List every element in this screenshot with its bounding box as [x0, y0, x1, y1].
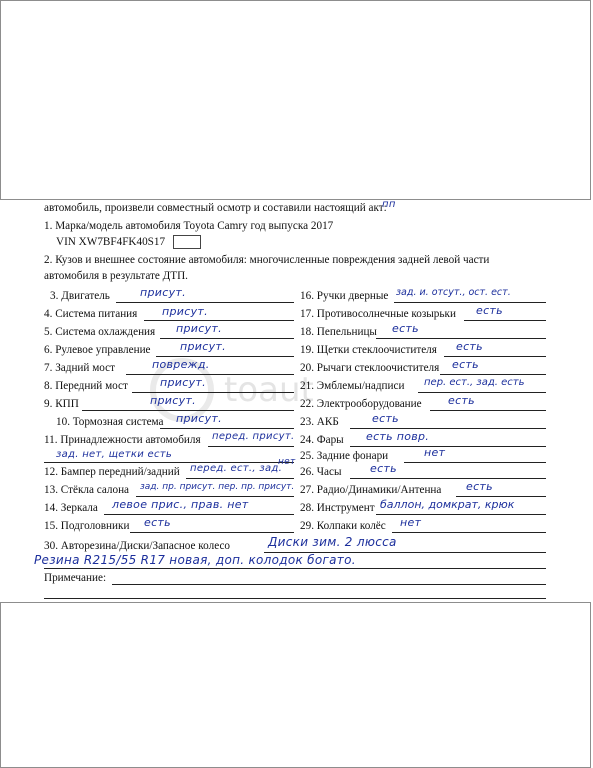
item-4-value: присут. — [162, 305, 208, 318]
item-5-line — [160, 338, 294, 339]
item-6-label: 6. Рулевое управление — [44, 344, 151, 356]
item-29-value: нет — [400, 516, 422, 529]
item-12-line — [186, 478, 294, 479]
item-10-label: 10. Тормозная система — [56, 416, 164, 428]
scanned-document-page — [0, 200, 593, 602]
item-21-label: 21. Эмблемы/надписи — [300, 380, 405, 392]
item-28-line — [376, 514, 546, 515]
item-16-label: 16. Ручки дверные — [300, 290, 389, 302]
item-22-line — [430, 410, 546, 411]
item-8-value: присут. — [160, 376, 206, 389]
item-23-label: 23. АКБ — [300, 416, 339, 428]
item-13-label: 13. Стёкла салона — [44, 484, 130, 496]
item-17-label: 17. Противосолнечные козырьки — [300, 308, 456, 320]
item-20-value: есть — [452, 358, 479, 371]
item-12-value: перед. ест., зад. — [190, 463, 283, 474]
item-29-line — [392, 532, 546, 533]
note-line-2 — [44, 598, 546, 599]
item-18-label: 18. Пепельницы — [300, 326, 377, 338]
item-14-value: левое прис., прав. нет — [112, 498, 249, 511]
item-13-value: зад. пр. присут. пер. пр. присут. — [140, 482, 295, 492]
item-23-value: есть — [372, 412, 399, 425]
item-11-continuation: зад. нет, щетки есть — [56, 449, 173, 460]
item-20-line — [440, 374, 546, 375]
item-27-value: есть — [466, 480, 493, 493]
item-15-value: есть — [144, 516, 171, 529]
item-14-line — [104, 514, 294, 515]
item-16-line — [394, 302, 546, 303]
item-6-value: присут. — [180, 340, 226, 353]
item-19-line — [444, 356, 546, 357]
item-22-value: есть — [448, 394, 475, 407]
note-label: Примечание: — [44, 572, 107, 584]
item-26-label: 26. Часы — [300, 466, 342, 478]
item-9-label: 9. КПП — [44, 398, 79, 410]
item-30-line-2 — [44, 568, 546, 569]
item-4-label: 4. Система питания — [44, 308, 138, 320]
item-11-value: перед. присут. — [212, 431, 295, 442]
item-28-value: баллон, домкрат, крюк — [380, 498, 515, 511]
item-21-value: пер. ест., зад. есть — [424, 377, 525, 388]
item-14-label: 14. Зеркала — [44, 502, 98, 514]
intro-line: автомобиль, произвели совместный осмотр и составили настоящий акт: — [44, 202, 387, 214]
item-8-line — [132, 392, 294, 393]
note-line-1 — [112, 584, 546, 585]
item-12-label: 12. Бампер передний/задний — [44, 466, 180, 478]
item-2-line-1: 2. Кузов и внешнее состояние автомобиля: многочисленные повреждения задней левой части — [44, 254, 490, 266]
item-6-line — [156, 356, 294, 357]
item-10-value: присут. — [176, 412, 222, 425]
watermark-logo: toaut — [150, 350, 450, 430]
item-3-line — [116, 302, 294, 303]
vin-label: VIN XW7BF4FK40S17 — [56, 236, 166, 248]
item-24-line — [350, 446, 546, 447]
blank-bottom-panel — [0, 602, 591, 768]
item-30-label: 30. Авторезина/Диски/Запасное колесо — [44, 540, 230, 552]
corner-handwritten-mark: пп — [382, 199, 396, 210]
item-25-label: 25. Задние фонари — [300, 450, 389, 462]
item-11-line — [208, 446, 294, 447]
item-2-line-2: автомобиля в результате ДТП. — [44, 270, 188, 282]
item-11-label: 11. Принадлежности автомобиля — [44, 434, 201, 446]
item-3-label: 3. Двигатель — [50, 290, 110, 302]
item-8-label: 8. Передний мост — [44, 380, 128, 392]
item-24-value: есть повр. — [366, 430, 430, 443]
item-29-label: 29. Колпаки колёс — [300, 520, 386, 532]
item-25-value: нет — [424, 446, 446, 459]
item-1-make-model: 1. Марка/модель автомобиля Toyota Camry год выпуска 2017 — [44, 220, 334, 232]
item-27-line — [456, 496, 546, 497]
vin-box — [173, 235, 201, 249]
item-17-line — [464, 320, 546, 321]
item-30-value: Диски зим. 2 люсса — [268, 535, 397, 549]
item-7-value: поврежд. — [152, 358, 210, 371]
item-10-line — [160, 428, 294, 429]
item-9-line — [82, 410, 294, 411]
item-23-line — [350, 428, 546, 429]
item-17-value: есть — [476, 304, 503, 317]
item-26-value: есть — [370, 462, 397, 475]
item-4-line — [144, 320, 294, 321]
item-7-line — [126, 374, 294, 375]
item-7-label: 7. Задний мост — [44, 362, 116, 374]
item-13-line — [136, 496, 294, 497]
item-15-label: 15. Подголовники — [44, 520, 130, 532]
item-3-value: присут. — [140, 286, 186, 299]
item-24-label: 24. Фары — [300, 434, 344, 446]
item-16-value: зад. и. отсут., ост. ест. — [396, 287, 511, 298]
item-5-value: присут. — [176, 322, 222, 335]
item-25-line — [404, 462, 546, 463]
item-15-line — [130, 532, 294, 533]
item-12-extra: нет — [278, 457, 296, 467]
item-26-line — [350, 478, 546, 479]
item-9-value: присут. — [150, 394, 196, 407]
item-28-label: 28. Инструмент — [300, 502, 375, 514]
item-5-label: 5. Система охлаждения — [44, 326, 156, 338]
item-19-label: 19. Щетки стеклоочистителя — [300, 344, 437, 356]
item-18-line — [376, 338, 546, 339]
item-22-label: 22. Электрооборудование — [300, 398, 422, 410]
item-27-label: 27. Радио/Динамики/Антенна — [300, 484, 442, 496]
blank-top-panel — [0, 0, 591, 200]
item-21-line — [418, 392, 546, 393]
item-30-continuation: Резина R215/55 R17 новая, доп. колодок богато. — [34, 553, 356, 567]
item-18-value: есть — [392, 322, 419, 335]
item-19-value: есть — [456, 340, 483, 353]
item-20-label: 20. Рычаги стеклоочистителя — [300, 362, 440, 374]
